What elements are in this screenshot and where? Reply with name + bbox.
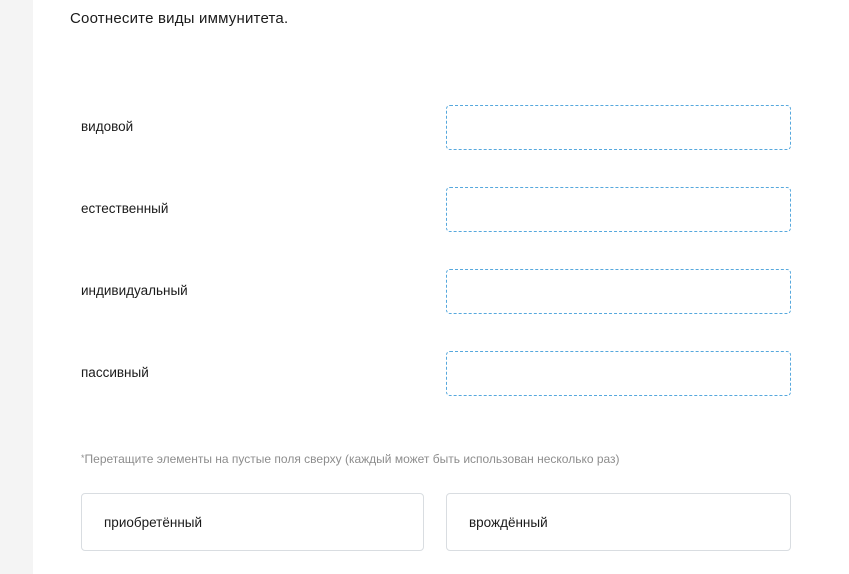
matching-row	[33, 338, 849, 420]
row-label-individualny: индивидуальный	[81, 283, 188, 298]
row-label-estestvenny: естественный	[81, 201, 169, 216]
draggable-token-priobretenny[interactable]	[81, 493, 424, 551]
drag-hint	[81, 452, 620, 466]
draggable-token-vrozhdenny[interactable]	[446, 493, 791, 551]
hint-text: Перетащите элементы на пустые поля сверху (каждый может быть использован несколько раз)	[84, 452, 620, 466]
question-page	[33, 0, 849, 574]
page-title: Соотнесите виды иммунитета.	[70, 10, 289, 27]
matching-row	[33, 174, 849, 256]
drop-zone-passivny[interactable]	[446, 351, 791, 396]
drop-zone-individualny[interactable]	[446, 269, 791, 314]
row-label-vidovoy: видовой	[81, 119, 134, 134]
row-label-passivny: пассивный	[81, 365, 149, 380]
matching-row	[33, 256, 849, 338]
drop-zone-estestvenny[interactable]	[446, 187, 791, 232]
drop-zone-vidovoy[interactable]	[446, 105, 791, 150]
matching-row	[33, 92, 849, 174]
token-label: приобретённый	[104, 515, 203, 530]
token-label: врождённый	[469, 515, 548, 530]
matching-rows	[33, 92, 849, 420]
hint-asterisk: *	[81, 453, 85, 463]
